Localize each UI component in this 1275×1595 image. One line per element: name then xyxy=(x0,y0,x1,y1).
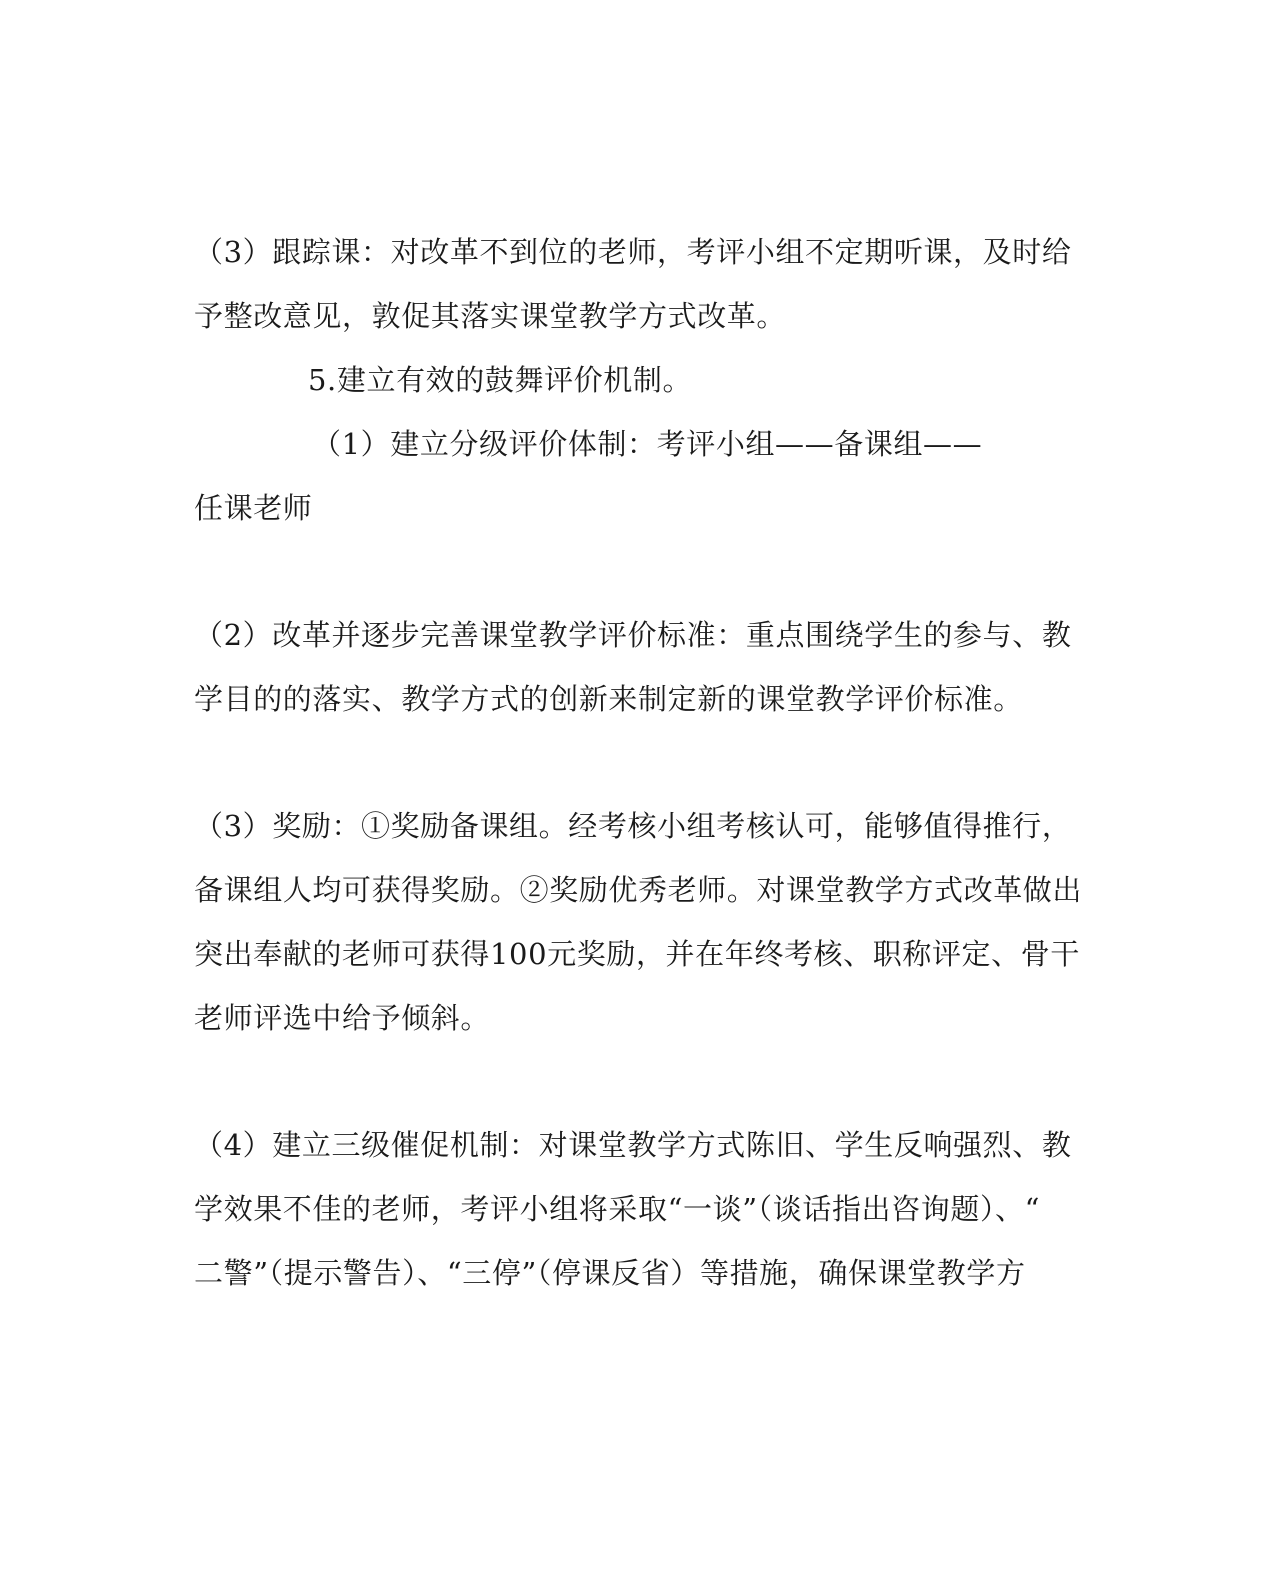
paragraph-line: 予整改意见，敦促其落实课堂教学方式改革。 xyxy=(194,299,787,333)
paragraph-line: （1）建立分级评价体制：考评小组——备课组—— xyxy=(312,427,983,461)
paragraph-line: （2）改革并逐步完善课堂教学评价标准：重点围绕学生的参与、教 xyxy=(194,618,1072,652)
paragraph-line: 任课老师 xyxy=(194,491,313,525)
paragraph-line: 老师评选中给予倾斜。 xyxy=(194,1001,491,1035)
section-heading: 5.建立有效的鼓舞评价机制。 xyxy=(308,363,693,397)
paragraph-line: （3）跟踪课：对改革不到位的老师，考评小组不定期听课，及时给 xyxy=(194,235,1072,269)
paragraph-line: 二警”（提示警告）、“三停”（停课反省）等措施，确保课堂教学方 xyxy=(194,1256,1026,1290)
paragraph-line: 学效果不佳的老师，考评小组将采取“一谈”（谈话指出咨询题）、“ xyxy=(194,1192,1041,1226)
paragraph-line: （3）奖励：①奖励备课组。经考核小组考核认可，能够值得推行， xyxy=(194,809,1072,843)
paragraph-line: 备课组人均可获得奖励。②奖励优秀老师。对课堂教学方式改革做出 xyxy=(194,873,1083,907)
paragraph-line: 学目的的落实、教学方式的创新来制定新的课堂教学评价标准。 xyxy=(194,682,1023,716)
paragraph-line: 突出奉献的老师可获得100元奖励，并在年终考核、职称评定、骨干 xyxy=(194,937,1080,971)
paragraph-line: （4）建立三级催促机制：对课堂教学方式陈旧、学生反响强烈、教 xyxy=(194,1128,1072,1162)
